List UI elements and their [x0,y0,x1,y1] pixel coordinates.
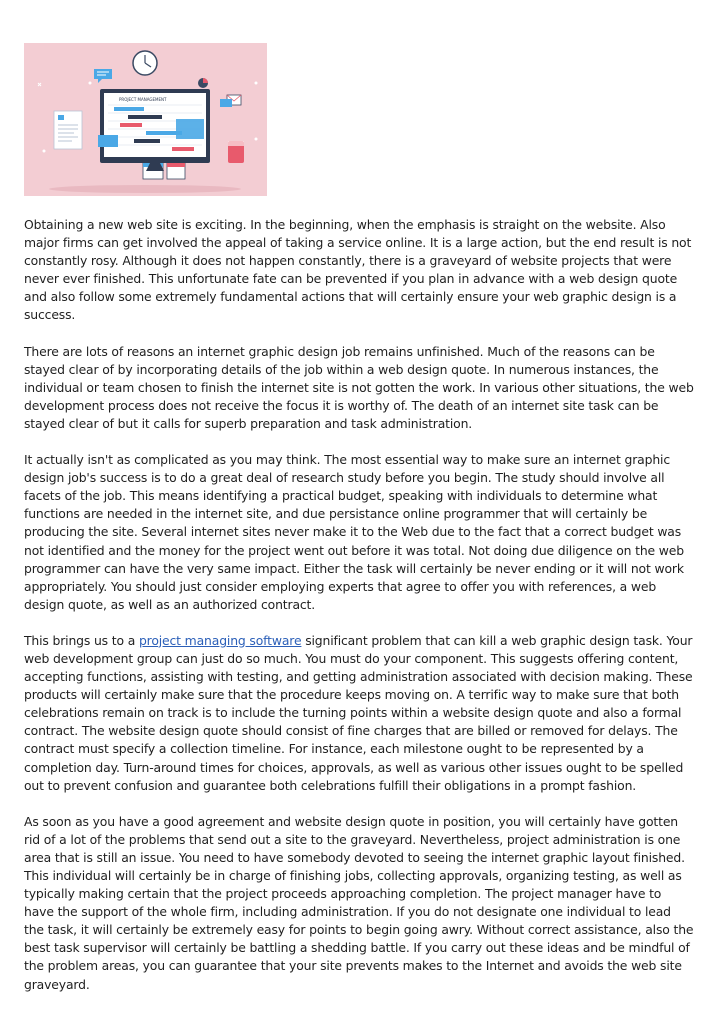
paragraph-4-rest: significant problem that can kill a web graphic design task. Your web development group can just do so much. You must do your component. This suggests offering content, accepting functions, assisting with testing, and getting administration associated with decision making. These products will certainly make sure that the procedure keeps moving on. A terrific way to make sure that both celebrations remain on track is to include the turning points within a website design quote and also a formal contract. The website design quote should consist of fine charges that are billed or removed for delays. The contract must specify a collection timeline. For instance, each milestone ought to be represented by a completion day. Turn-around times for choices, approvals, as well as various other issues ought to be spelled out to prevent confusion and guarantee both celebrations fulfill their obligations in a prompt fashion. [24,632,693,793]
paragraph-5: As soon as you have a good agreement and website design quote in position, you will certainly have gotten rid of a lot of the problems that send out a site to the graveyard. Nevertheless, project administration is one area that is still an issue. You need to have somebody devoted to seeing the internet graphic layout finished. This individual will certainly be in charge of finishing jobs, collecting approvals, organizing testing, as well as typically making certain that the project proceeds approaching completion. The project manager have to have the support of the whole firm, including administration. If you do not designate one individual to lead the task, it will certainly be extremely easy for points to begin going awry. Without correct assistance, also the best task supervisor will certainly be battling a shedding battle. If you carry out these ideas and be mindful of the problem areas, you can guarantee that your site prevents makes to the Internet and avoids the web site graveyard. [24,813,694,992]
article-body [24,216,694,1012]
paragraph-4-lead: This brings us to a [24,632,139,648]
paragraph-3: It actually isn't as complicated as you may think. The most essential way to make sure an internet graphic design job's success is to do a great deal of research study before you begin. The study should involve all facets of the job. This means identifying a practical budget, speaking with individuals to determine what functions are needed in the internet site, and due persistance online programmer that will certainly be producing the site. Several internet sites never make it to the Web due to the fact that a correct budget was not identified and the money for the project went out before it was total. Not doing due diligence on the web programmer can have the very same impact. Either the task will certainly be never ending or it will not work appropriately. You should just consider employing experts that agree to offer you with references, a web design quote, as well as an authorized contract. [24,452,684,612]
project-managing-software-link[interactable]: project managing software [138,632,302,648]
mug-icon [228,141,244,163]
project-management-illustration [24,43,267,196]
pie-chart-icon [198,78,208,88]
paragraph-2: There are lots of reasons an internet graphic design job remains unfinished. Much of the reasons can be stayed clear of by incorporating details of the job within a web design quote. In numerous instances, the individual or team chosen to finish the internet site is not gotten the work. In various other situations, the web development process does not receive the focus it is worthy of. The death of an internet site task can be stayed clear of but it calls for superb preparation and task administration. [24,343,694,431]
clock-icon [133,51,157,75]
paragraph-4 [24,632,694,795]
paragraph-1: Obtaining a new web site is exciting. In the beginning, when the emphasis is straight on the website. Also major firms can get involved the appeal of taking a service online. It is a large action, but the end result is not constantly rosy. Although it does not happen constantly, there is a graveyard of website projects that were never ever finished. This unfortunate fate can be prevented if you plan in advance with a web design quote and also follow some extremely fundamental actions that will certainly ensure your web graphic design is a success. [24,217,692,323]
illustration-heading: PROJECT MANAGEMENT [119,97,167,102]
document-icon [54,111,82,149]
monitor-icon [98,89,210,171]
hero-illustration [24,43,267,196]
